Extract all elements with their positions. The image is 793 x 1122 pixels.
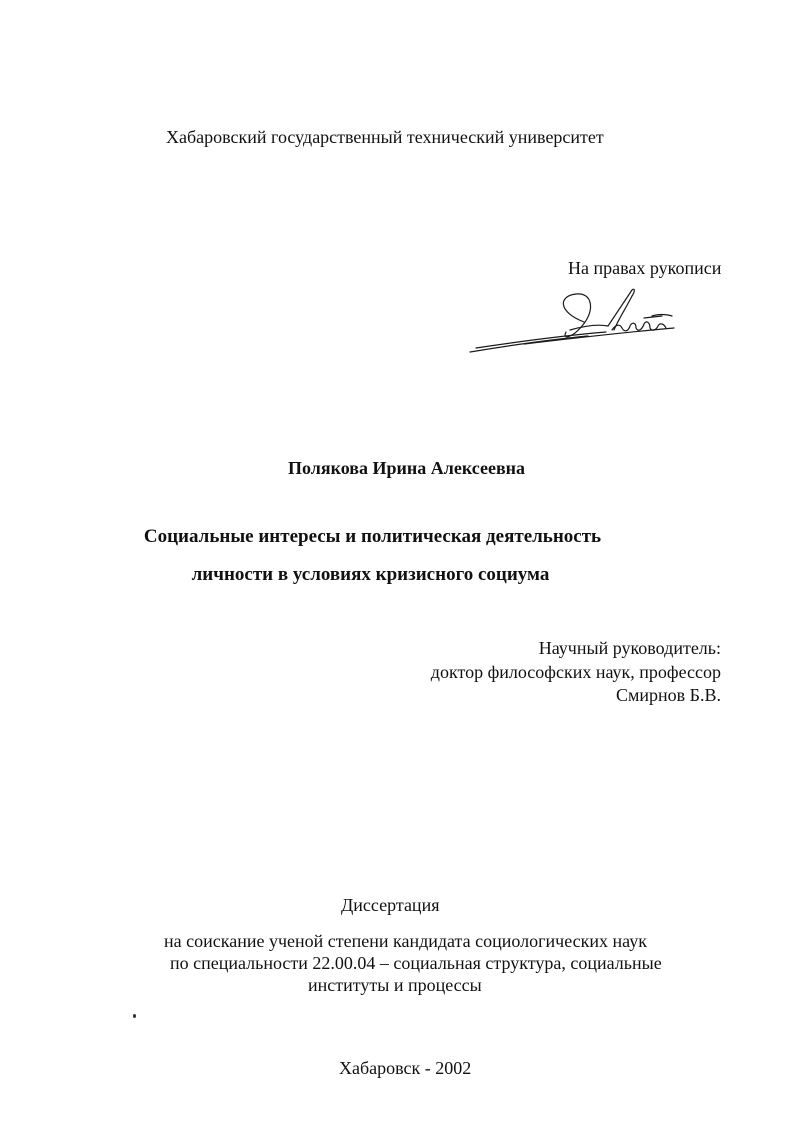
ink-speck <box>133 1014 136 1018</box>
title-line-1: Социальные интересы и политическая деятельность <box>143 526 602 547</box>
supervisor-degree: доктор философских наук, профессор <box>430 662 721 682</box>
dissertation-line-1: на соискание ученой степени кандидата социологических наук <box>164 931 647 951</box>
dissertation-line-3: институты и процессы <box>308 975 482 995</box>
supervisor-name: Смирнов Б.В. <box>615 685 721 705</box>
title-line-2: личности в условиях кризисного социума <box>191 564 550 585</box>
manuscript-note: На правах рукописи <box>568 258 722 278</box>
author-name: Полякова Ирина Алексеевна <box>288 458 526 478</box>
dissertation-line-2: по специальности 22.00.04 – социальная структура, социальные <box>170 953 662 973</box>
dissertation-heading: Диссертация <box>341 895 440 915</box>
city-year: Хабаровск - 2002 <box>339 1058 472 1078</box>
supervisor-label: Научный руководитель: <box>538 638 721 658</box>
university-name: Хабаровский государственный технический университет <box>166 127 604 147</box>
signature-image <box>466 286 681 358</box>
